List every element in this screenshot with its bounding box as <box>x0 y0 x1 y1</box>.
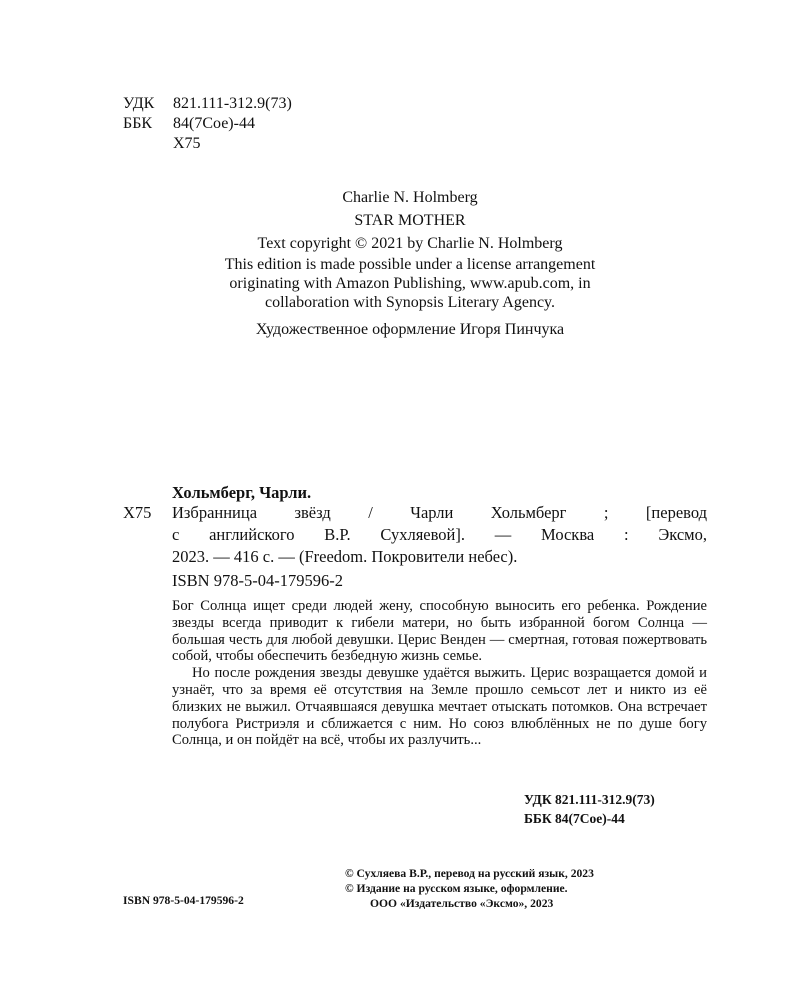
text-copyright: Text copyright © 2021 by Charlie N. Holmberg <box>257 235 563 252</box>
udk-label: УДК <box>123 95 155 112</box>
bib-record <box>172 502 707 568</box>
copyright-line: © Издание на русском языке, оформление. <box>345 882 568 895</box>
original-title: STAR MOTHER <box>354 212 466 229</box>
bbk-value: 84(7Сое)-44 <box>173 115 255 132</box>
art-credit: Художественное оформление Игоря Пинчука <box>255 321 565 338</box>
bbk-code: ББК 84(7Сое)-44 <box>524 811 625 826</box>
udk-code: УДК 821.111-312.9(73) <box>524 792 655 807</box>
bbk-line <box>123 114 292 134</box>
classification-block <box>123 94 292 154</box>
copyright-block <box>345 866 594 911</box>
bib-author-heading: Хольмберг, Чарли. <box>172 483 312 502</box>
license-line: originating with Amazon Publishing, www.apub.com, in <box>229 275 591 292</box>
original-author: Charlie N. Holmberg <box>342 189 478 206</box>
bib-sign: Х75 <box>123 503 152 522</box>
annotation-paragraph: Бог Солнца ищет среди людей жену, способную выносить его ребенка. Рождение звезды всегда приводит к гибели матери, но быть избранной богом Солнца — большая честь для любой девушки. Церис Венден — смертная, готовая пожертвовать собой, чтобы обеспечить безбедную жизнь семье. <box>172 598 707 665</box>
license-line: This edition is made possible under a license arrangement <box>224 256 596 273</box>
codes-block <box>524 790 655 828</box>
isbn-bottom: ISBN 978-5-04-179596-2 <box>123 894 244 907</box>
bib-record-line: с английского В.Р. Сухляевой]. — Москва : Эксмо, <box>172 525 707 544</box>
author-sign-line <box>123 134 292 154</box>
copyright-line: © Сухляева В.Р., перевод на русский язык, 2023 <box>345 867 594 880</box>
bib-record-line: Избранница звёзд / Чарли Хольмберг ; [перевод <box>172 503 707 522</box>
annotation-paragraph: Но после рождения звезды девушке удаётся выжить. Церис возращается домой и узнаёт, что за время её отсутствия на Земле прошло семьсот лет и никто из её близких не выжил. Отчаявшаяся девушка мечтает отыскать потомков. Она встречает полубога Ристриэля и сближается с ним. Но союз влюблённых не по душе богу Солнца, и он пойдёт на всё, чтобы их разлучить... <box>172 665 707 749</box>
bib-record-line: 2023. — 416 с. — (Freedom. Покровители небес). <box>172 547 518 566</box>
annotation-block <box>172 598 707 749</box>
author-sign: Х75 <box>173 135 201 152</box>
udk-line <box>123 94 292 114</box>
udk-value: 821.111-312.9(73) <box>173 95 292 112</box>
bbk-label: ББК <box>123 115 153 132</box>
license-line: collaboration with Synopsis Literary Agency. <box>264 294 555 311</box>
bib-isbn: ISBN 978-5-04-179596-2 <box>172 571 343 590</box>
copyright-line: ООО «Издательство «Эксмо», 2023 <box>370 897 554 910</box>
credits-block <box>100 186 720 341</box>
